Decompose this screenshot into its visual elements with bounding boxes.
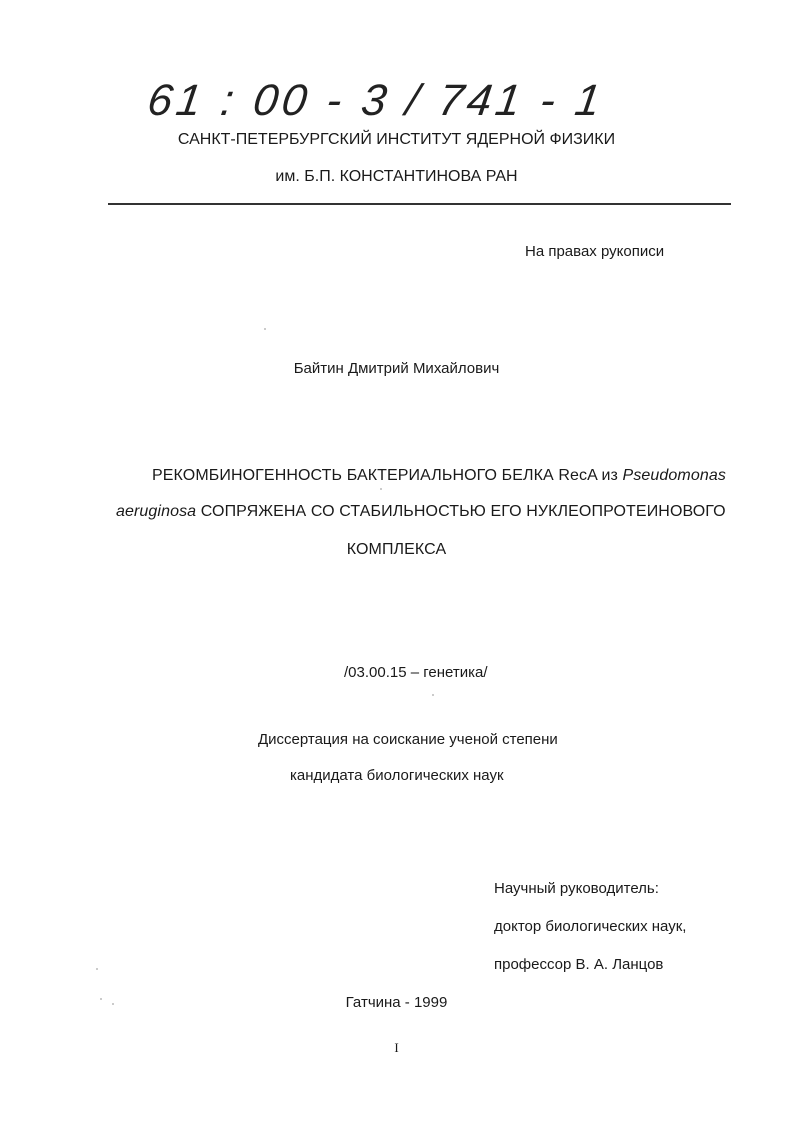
thesis-title-line-1 [152, 467, 726, 485]
institute-name: САНКТ-ПЕТЕРБУРГСКИЙ ИНСТИТУТ ЯДЕРНОЙ ФИЗИКИ [177, 131, 616, 148]
scan-speck [380, 488, 382, 490]
handwritten-archive-code: 61 : 00 - 3 / 741 - 1 [144, 76, 608, 125]
title-species-genus: Pseudomonas [622, 467, 726, 484]
thesis-title-line-2 [116, 503, 726, 521]
title-text: РЕКОМБИНОГЕННОСТЬ БАКТЕРИАЛЬНОГО БЕЛКА RecA из [152, 467, 623, 484]
supervisor-label: Научный руководитель: [494, 880, 659, 897]
scan-speck [264, 328, 266, 330]
header-divider [108, 203, 731, 205]
supervisor-degree: доктор биологических наук, [494, 918, 687, 935]
scan-speck [96, 968, 98, 970]
scan-speck [100, 998, 102, 1000]
degree-line-1: Диссертация на соискание ученой степени [258, 731, 558, 748]
specialty-code: /03.00.15 – генетика/ [344, 664, 488, 681]
page-number: I [394, 1040, 399, 1055]
place-and-year: Гатчина - 1999 [345, 994, 448, 1011]
scan-speck [432, 694, 434, 696]
degree-line-2: кандидата биологических наук [290, 767, 504, 784]
scan-speck [112, 1003, 114, 1005]
title-text: СОПРЯЖЕНА СО СТАБИЛЬНОСТЬЮ ЕГО НУКЛЕОПРОТЕИНОВОГО [196, 503, 726, 520]
institute-subname: им. Б.П. КОНСТАНТИНОВА РАН [275, 168, 518, 185]
thesis-title-line-3: КОМПЛЕКСА [346, 541, 447, 558]
title-species-epithet: aeruginosa [116, 503, 197, 520]
author-name: Байтин Дмитрий Михайлович [293, 360, 500, 377]
manuscript-rights: На правах рукописи [525, 243, 665, 260]
supervisor-name: профессор В. А. Ланцов [494, 956, 664, 973]
